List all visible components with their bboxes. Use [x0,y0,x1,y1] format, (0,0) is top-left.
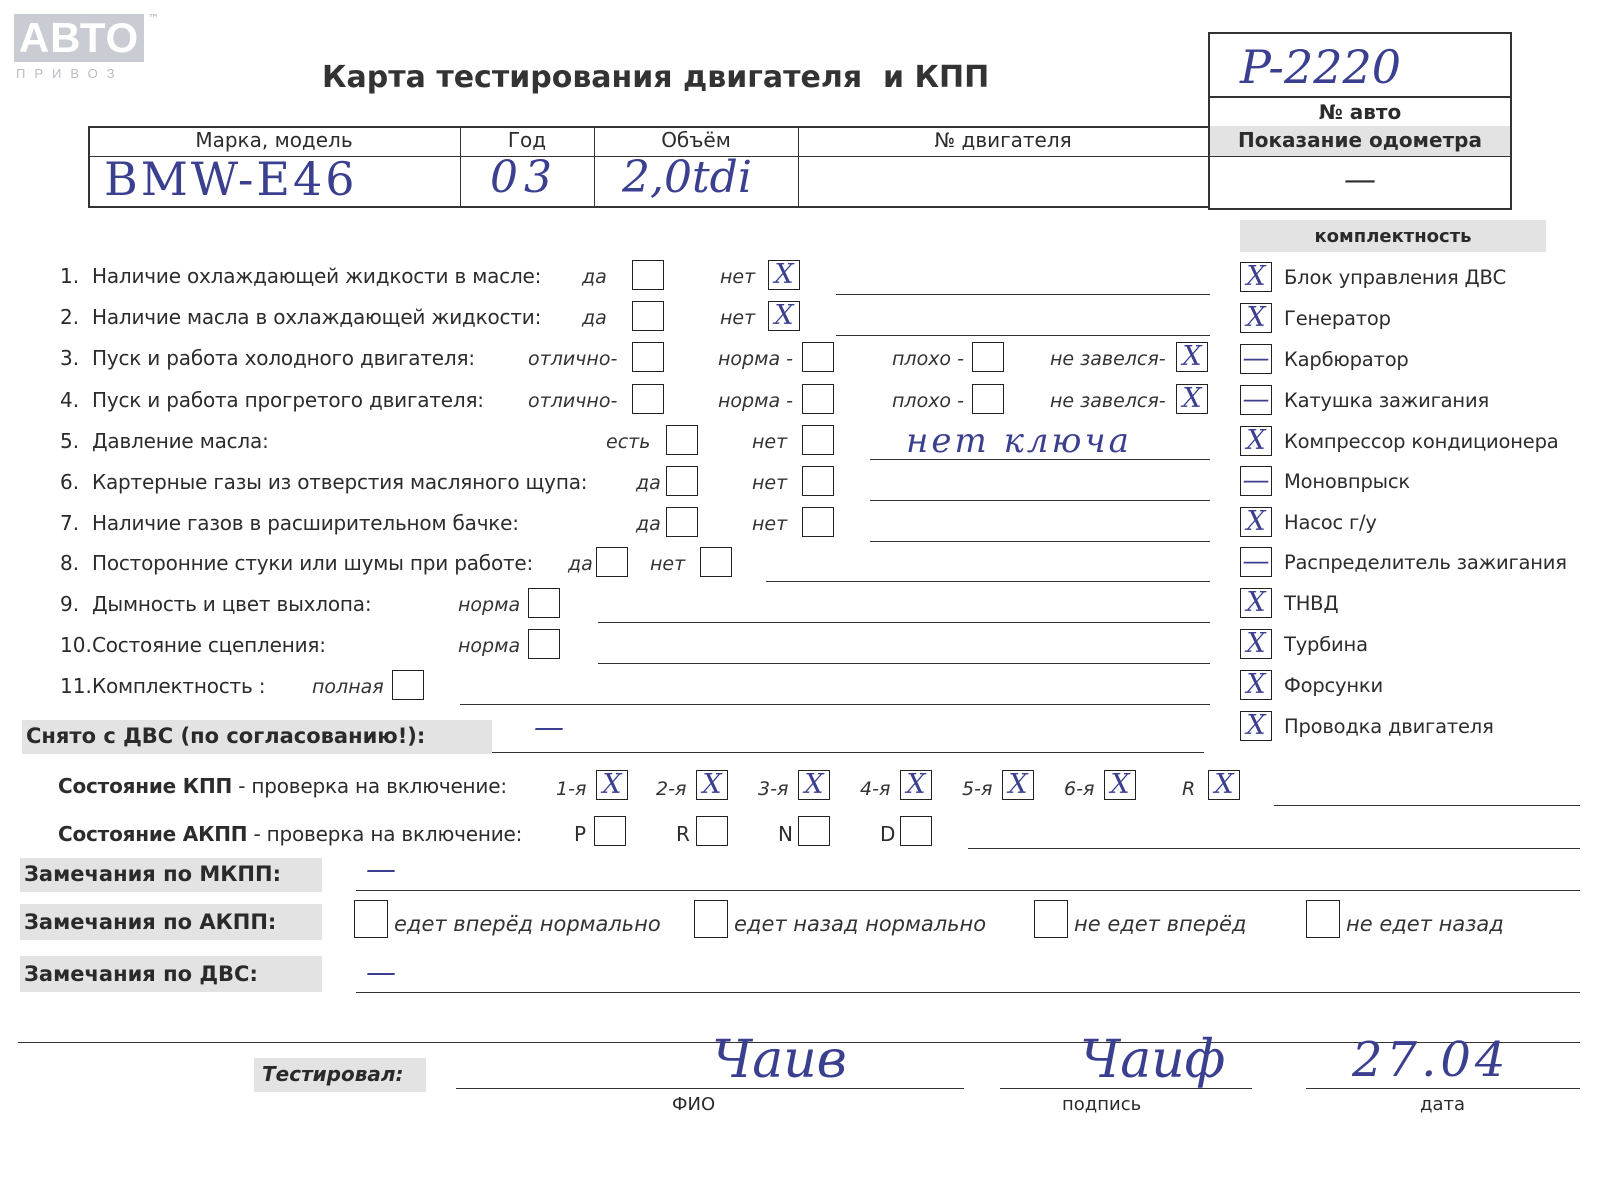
logo-sub: ПРИВОЗ [16,66,124,81]
option-label: плохо - [892,348,964,370]
option-label: да [636,513,661,535]
akpp-remark-checkbox[interactable] [1034,900,1068,938]
akpp-position-checkbox[interactable] [900,816,932,846]
completeness-item-label: Распределитель зажигания [1284,551,1567,574]
option-label: отлично- [528,390,618,412]
completeness-checkbox[interactable] [1240,426,1272,456]
option-checkbox[interactable] [666,466,698,496]
completeness-checkbox[interactable] [1240,588,1272,618]
auto-number-value: P-2220 [1240,40,1402,94]
question-label: Пуск и работа холодного двигателя: [92,346,475,370]
kpp-label-bold: Состояние КПП [58,774,233,798]
option-label: плохо - [892,390,964,412]
akpp-position-checkbox[interactable] [594,816,626,846]
akpp-remark-checkbox[interactable] [694,900,728,938]
completeness-checkbox[interactable] [1240,629,1272,659]
akpp-position-label: P [574,822,586,846]
question-label: Картерные газы из отверстия масляного щупа: [92,470,588,494]
gear-label: 4-я [860,778,891,800]
check-mark [973,343,1003,371]
option-label: не завелся- [1050,390,1166,412]
gear-checkbox[interactable] [596,770,628,800]
logo [14,12,159,84]
col-header-year: Год [507,128,547,152]
question-label: Посторонние стуки или шумы при работе: [92,551,534,575]
gear-checkbox[interactable] [1208,770,1240,800]
option-checkbox[interactable] [392,670,424,700]
answer-line [836,335,1210,336]
akpp-remark-label: едет назад нормально [734,912,987,936]
answer-line [598,663,1210,664]
tested-label: Тестировал: [262,1062,404,1086]
completeness-header: комплектность [1314,226,1472,247]
akpp-position-label: R [676,822,690,846]
check-mark: — [1242,546,1270,577]
option-checkbox[interactable] [802,466,834,496]
remarks-dvs-label: Замечания по ДВС: [24,962,258,986]
option-label: норма - [718,390,793,412]
completeness-checkbox[interactable] [1240,547,1272,577]
option-checkbox[interactable] [632,342,664,372]
akpp-position-label: N [778,822,793,846]
completeness-checkbox[interactable] [1240,344,1272,374]
check-mark [633,343,663,371]
check-mark [529,630,559,658]
date-value: 27.04 [1352,1032,1510,1088]
question-label: Давление масла: [92,429,269,453]
option-checkbox[interactable] [666,425,698,455]
check-mark: X [1246,506,1266,537]
option-checkbox[interactable] [528,588,560,618]
completeness-item-label: Моновпрыск [1284,470,1410,493]
akpp-remark-checkbox[interactable] [354,900,388,938]
check-mark: X [906,769,926,800]
question-number: 4. [60,388,80,412]
gear-label: R [1182,778,1196,800]
check-mark: X [1182,341,1202,372]
gear-checkbox[interactable] [1104,770,1136,800]
option-label: да [582,266,607,288]
question-number: 7. [60,511,80,535]
remarks-mkpp-line [356,890,1580,891]
gear-checkbox[interactable] [696,770,728,800]
check-mark: — [1242,343,1270,374]
completeness-item-label: Блок управления ДВС [1284,266,1507,289]
check-mark [697,817,727,845]
completeness-item-label: Насос г/у [1284,511,1377,534]
option-checkbox[interactable] [632,301,664,331]
akpp-remark-label: не едет назад [1346,912,1504,936]
kpp-label [58,774,507,798]
check-mark: — [1242,384,1270,415]
question-label: Наличие масла в охлаждающей жидкости: [92,305,542,329]
check-mark: X [1246,302,1266,333]
odometer-divider [1208,156,1512,157]
gear-label: 2-я [656,778,687,800]
check-mark: X [1246,261,1266,292]
check-mark: X [774,259,794,290]
option-checkbox[interactable] [802,507,834,537]
option-label: да [582,307,607,329]
check-mark [667,426,697,454]
check-mark [803,467,833,495]
check-mark [529,589,559,617]
check-mark [597,548,627,576]
completeness-item-label: Форсунки [1284,674,1383,697]
completeness-checkbox[interactable] [1240,507,1272,537]
check-mark: X [1246,669,1266,700]
question-label: Состояние сцепления: [92,633,326,657]
option-label: нет [650,553,686,575]
option-checkbox[interactable] [802,342,834,372]
option-checkbox[interactable] [596,547,628,577]
option-checkbox[interactable] [802,425,834,455]
completeness-item-label: ТНВД [1284,592,1339,615]
answer-line [836,294,1210,295]
model-value: BMW-E46 [104,152,358,206]
removed-value: — [534,710,564,745]
check-mark [595,817,625,845]
page-title: Карта тестирования двигателя и КПП [322,60,990,95]
completeness-item-label: Компрессор кондиционера [1284,430,1559,453]
check-mark [973,385,1003,413]
answer-line [766,581,1210,582]
completeness-checkbox[interactable] [1240,303,1272,333]
answer-line [870,541,1210,542]
check-mark [803,343,833,371]
question-note: нет ключа [906,421,1132,461]
option-label: норма - [718,348,793,370]
year-value: 03 [490,152,558,203]
completeness-item-label: Катушка зажигания [1284,389,1489,412]
remarks-mkpp-label: Замечания по МКПП: [24,862,281,886]
col-header-volume: Объём [661,128,731,152]
completeness-item-label: Турбина [1284,633,1368,656]
option-checkbox[interactable] [802,384,834,414]
remarks-dvs-value: — [366,955,396,990]
check-mark: X [1008,769,1028,800]
question-number: 10. [60,633,92,657]
remarks-mkpp-value: — [366,852,396,887]
option-label: норма [458,594,521,616]
check-mark [667,467,697,495]
option-checkbox[interactable] [632,260,664,290]
option-checkbox[interactable] [700,547,732,577]
option-label: не завелся- [1050,348,1166,370]
check-mark [803,508,833,536]
option-checkbox[interactable] [1176,384,1208,414]
remarks-dvs-line [356,992,1580,993]
check-mark: X [1246,628,1266,659]
question-number: 2. [60,305,80,329]
gear-label: 3-я [758,778,789,800]
question-number: 1. [60,264,80,288]
gear-checkbox[interactable] [1002,770,1034,800]
akpp-remark-checkbox[interactable] [1306,900,1340,938]
option-label: есть [606,431,651,453]
check-mark [803,385,833,413]
completeness-checkbox[interactable] [1240,262,1272,292]
option-label: нет [720,266,756,288]
sign-label: подпись [1062,1094,1142,1115]
check-mark [393,671,423,699]
date-line [1306,1088,1580,1089]
check-mark [667,508,697,536]
removed-line [492,752,1204,753]
question-number: 3. [60,346,80,370]
completeness-checkbox[interactable] [1240,466,1272,496]
akpp-label-bold: Состояние АКПП [58,822,248,846]
gear-checkbox[interactable] [900,770,932,800]
option-label: да [568,553,593,575]
check-mark: X [804,769,824,800]
option-label: норма [458,635,521,657]
answer-line [460,704,1210,705]
completeness-checkbox[interactable] [1240,385,1272,415]
check-mark: — [1242,465,1270,496]
check-mark [633,385,663,413]
akpp-remark-label: едет вперёд нормально [394,912,661,936]
logo-main: АВТО [14,14,144,62]
logo-tm: ™ [148,12,159,25]
auto-number-label: № авто [1318,100,1402,124]
sign-value: Чаиф [1080,1030,1226,1090]
gear-checkbox[interactable] [798,770,830,800]
gear-label: 6-я [1064,778,1095,800]
odometer-value: — [1344,160,1376,198]
volume-value: 2,0tdi [622,152,752,203]
question-number: 8. [60,551,80,575]
fio-value: Чаив [712,1030,847,1090]
gear-label: 1-я [556,778,587,800]
completeness-checkbox[interactable] [1240,711,1272,741]
question-label: Наличие охлаждающей жидкости в масле: [92,264,542,288]
option-label: нет [752,431,788,453]
col-header-engine-no: № двигателя [934,128,1072,152]
check-mark [633,302,663,330]
completeness-checkbox[interactable] [1240,670,1272,700]
remarks-akpp-label: Замечания по АКПП: [24,910,277,934]
col-header-model: Марка, модель [195,128,353,152]
option-label: полная [312,676,384,698]
option-checkbox[interactable] [972,384,1004,414]
check-mark [901,817,931,845]
option-label: нет [752,513,788,535]
answer-line [598,622,1210,623]
check-mark: X [702,769,722,800]
removed-label: Снято с ДВС (по согласованию!): [26,724,426,748]
completeness-item-label: Карбюратор [1284,348,1409,371]
check-mark: X [1246,587,1266,618]
option-checkbox[interactable] [768,260,800,290]
gear-label: 5-я [962,778,993,800]
option-checkbox[interactable] [528,629,560,659]
check-mark [799,817,829,845]
question-number: 5. [60,429,80,453]
option-checkbox[interactable] [632,384,664,414]
question-label: Дымность и цвет выхлопа: [92,592,372,616]
date-label: дата [1420,1094,1465,1115]
akpp-remark-label: не едет вперёд [1074,912,1247,936]
option-checkbox[interactable] [1176,342,1208,372]
answer-line [870,500,1210,501]
check-mark: X [1110,769,1130,800]
auto-number-divider [1208,96,1512,98]
kpp-line [1274,805,1580,806]
odometer-label: Показание одометра [1238,128,1482,152]
check-mark: X [1246,425,1266,456]
check-mark: X [602,769,622,800]
option-label: отлично- [528,348,618,370]
fio-label: ФИО [672,1094,716,1115]
question-label: Пуск и работа прогретого двигателя: [92,388,484,412]
option-label: нет [752,472,788,494]
akpp-label-rest: - проверка на включение: [247,822,523,846]
check-mark [803,426,833,454]
akpp-position-checkbox[interactable] [696,816,728,846]
question-number: 9. [60,592,80,616]
check-mark [701,548,731,576]
fio-line [456,1088,964,1089]
question-label: Наличие газов в расширительном бачке: [92,511,519,535]
check-mark: X [1246,710,1266,741]
option-checkbox[interactable] [768,301,800,331]
akpp-line [968,848,1580,849]
question-label: Комплектность : [92,674,266,698]
option-checkbox[interactable] [666,507,698,537]
check-mark [633,261,663,289]
akpp-position-label: D [880,822,896,846]
option-label: нет [720,307,756,329]
kpp-label-rest: - проверка на включение: [232,774,507,798]
akpp-position-checkbox[interactable] [798,816,830,846]
check-mark: X [1182,383,1202,414]
option-label: да [636,472,661,494]
check-mark: X [1214,769,1234,800]
question-number: 11. [60,674,92,698]
question-number: 6. [60,470,80,494]
akpp-label [58,822,522,846]
completeness-item-label: Проводка двигателя [1284,715,1494,738]
check-mark: X [774,300,794,331]
option-checkbox[interactable] [972,342,1004,372]
completeness-item-label: Генератор [1284,307,1391,330]
